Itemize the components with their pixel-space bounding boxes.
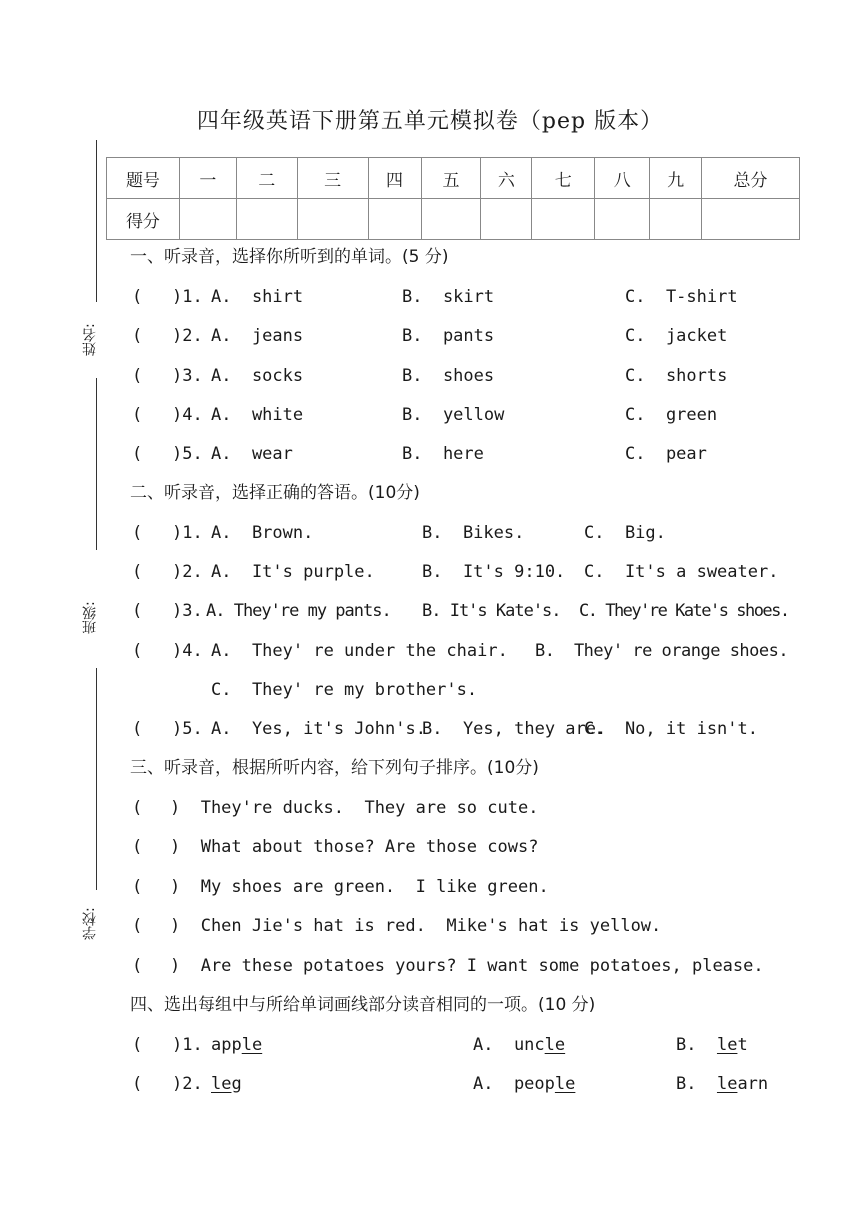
answer-paren[interactable]: ( bbox=[132, 719, 143, 739]
table-cell: 一 bbox=[179, 158, 236, 199]
answer-paren[interactable]: ( bbox=[132, 641, 143, 661]
option-b: B. shoes bbox=[402, 366, 495, 386]
underlined-letters: le bbox=[716, 1074, 738, 1094]
option-a: A. socks bbox=[211, 366, 304, 386]
answer-paren[interactable]: ( bbox=[132, 1035, 143, 1055]
option-b: B. yellow bbox=[402, 405, 505, 425]
option-c: C. Big. bbox=[584, 523, 666, 543]
margin-line bbox=[96, 140, 97, 302]
margin-line bbox=[96, 668, 97, 890]
underlined-letters: le bbox=[716, 1035, 738, 1055]
table-cell: 六 bbox=[481, 158, 532, 199]
option-c: C. T-shirt bbox=[625, 287, 738, 307]
option-c: C. pear bbox=[625, 444, 707, 464]
exam-title: 四年级英语下册第五单元模拟卷（pep 版本） bbox=[196, 109, 664, 134]
answer-paren[interactable]: ( bbox=[132, 366, 143, 386]
option-b: B. It's Kate's. bbox=[422, 601, 561, 621]
score-input-cell[interactable] bbox=[532, 199, 595, 240]
option-b: B. It's 9:10. bbox=[422, 562, 566, 582]
answer-paren[interactable]: ( bbox=[132, 444, 143, 464]
score-input-cell[interactable] bbox=[421, 199, 481, 240]
answer-paren[interactable]: ( bbox=[132, 287, 143, 307]
given-word: apple bbox=[211, 1035, 263, 1055]
option-c: C. They're Kate's shoes. bbox=[579, 601, 789, 621]
answer-paren[interactable]: ( bbox=[132, 798, 143, 818]
question-number: )4. bbox=[172, 405, 203, 425]
score-table-score-row bbox=[107, 199, 800, 240]
given-word: leg bbox=[211, 1074, 242, 1094]
question-number: )4. bbox=[172, 641, 203, 661]
section-1-heading: 一、听录音，选择你所听到的单词。(5 分) bbox=[130, 247, 449, 267]
table-cell: 五 bbox=[421, 158, 481, 199]
option-b: B. They' re orange shoes. bbox=[535, 641, 789, 661]
option-a: A. Brown. bbox=[211, 523, 314, 543]
question-number: )2. bbox=[172, 1074, 203, 1094]
section-2-heading: 二、听录音，选择正确的答语。(10分) bbox=[130, 483, 420, 503]
underlined-letters: le bbox=[211, 1074, 232, 1094]
option-b: B. Bikes. bbox=[422, 523, 525, 543]
option-b: B. skirt bbox=[402, 287, 495, 307]
sentence-text: ) My shoes are green. I like green. bbox=[170, 877, 549, 897]
table-cell: 题号 bbox=[107, 158, 180, 199]
option-a: A. They' re under the chair. bbox=[211, 641, 508, 661]
answer-paren[interactable]: ( bbox=[132, 916, 143, 936]
answer-paren[interactable]: ( bbox=[132, 326, 143, 346]
section-3-heading: 三、听录音，根据所听内容，给下列句子排序。(10分) bbox=[130, 758, 539, 778]
table-cell: 九 bbox=[650, 158, 702, 199]
answer-paren[interactable]: ( bbox=[132, 837, 143, 857]
question-number: )1. bbox=[172, 287, 203, 307]
margin-name-label: 姓名: bbox=[82, 323, 98, 357]
score-input-cell[interactable] bbox=[595, 199, 650, 240]
question-number: )3. bbox=[172, 366, 203, 386]
answer-paren[interactable]: ( bbox=[132, 1074, 143, 1094]
option-b: B. here bbox=[402, 444, 484, 464]
option-c: C. shorts bbox=[625, 366, 728, 386]
option-a: A. They're my pants. bbox=[206, 601, 391, 621]
sentence-text: ) They're ducks. They are so cute. bbox=[170, 798, 539, 818]
option-a: A. wear bbox=[211, 444, 293, 464]
score-input-cell[interactable] bbox=[297, 199, 368, 240]
table-cell: 七 bbox=[532, 158, 595, 199]
option-a: A. white bbox=[211, 405, 304, 425]
score-input-cell[interactable] bbox=[179, 199, 236, 240]
option-a: A. Yes, it's John's. bbox=[211, 719, 426, 739]
question-number: )5. bbox=[172, 444, 203, 464]
section-4-heading: 四、选出每组中与所给单词画线部分读音相同的一项。(10 分) bbox=[130, 995, 596, 1015]
margin-line bbox=[96, 378, 97, 550]
option-c: C. It's a sweater. bbox=[584, 562, 779, 582]
score-input-cell[interactable] bbox=[650, 199, 702, 240]
score-input-cell[interactable] bbox=[368, 199, 421, 240]
answer-paren[interactable]: ( bbox=[132, 956, 143, 976]
margin-class-label: 班级: bbox=[82, 601, 98, 635]
sentence-text: ) Are these potatoes yours? I want some potatoes, please. bbox=[170, 956, 764, 976]
option-b: B. Yes, they are. bbox=[422, 719, 607, 739]
question-number: )1. bbox=[172, 523, 203, 543]
question-number: )5. bbox=[172, 719, 203, 739]
underlined-letters: le bbox=[241, 1035, 263, 1055]
score-table bbox=[106, 157, 800, 240]
option-c: C. They' re my brother's. bbox=[211, 680, 478, 700]
option-b: B. learn bbox=[676, 1074, 769, 1094]
table-cell: 得分 bbox=[107, 199, 180, 240]
sentence-text: ) What about those? Are those cows? bbox=[170, 837, 539, 857]
question-number: )1. bbox=[172, 1035, 203, 1055]
table-cell: 三 bbox=[297, 158, 368, 199]
table-cell: 二 bbox=[236, 158, 297, 199]
score-table-header-row bbox=[107, 158, 800, 199]
table-cell: 四 bbox=[368, 158, 421, 199]
option-c: C. jacket bbox=[625, 326, 728, 346]
question-number: )2. bbox=[172, 326, 203, 346]
question-number: )2. bbox=[172, 562, 203, 582]
question-number: )3. bbox=[172, 601, 203, 621]
answer-paren[interactable]: ( bbox=[132, 523, 143, 543]
answer-paren[interactable]: ( bbox=[132, 405, 143, 425]
option-a: A. uncle bbox=[473, 1035, 566, 1055]
option-a: A. It's purple. bbox=[211, 562, 375, 582]
answer-paren[interactable]: ( bbox=[132, 601, 143, 621]
score-input-cell[interactable] bbox=[236, 199, 297, 240]
option-c: C. green bbox=[625, 405, 718, 425]
underlined-letters: le bbox=[544, 1035, 566, 1055]
table-cell: 总分 bbox=[702, 158, 800, 199]
option-a: A. shirt bbox=[211, 287, 304, 307]
option-a: A. jeans bbox=[211, 326, 304, 346]
score-input-cell[interactable] bbox=[702, 199, 800, 240]
table-cell: 八 bbox=[595, 158, 650, 199]
answer-paren[interactable]: ( bbox=[132, 877, 143, 897]
margin-school-label: 学校: bbox=[82, 907, 98, 941]
option-b: B. pants bbox=[402, 326, 495, 346]
option-a: A. people bbox=[473, 1074, 576, 1094]
option-b: B. let bbox=[676, 1035, 748, 1055]
option-c: C. No, it isn't. bbox=[584, 719, 758, 739]
score-input-cell[interactable] bbox=[481, 199, 532, 240]
sentence-text: ) Chen Jie's hat is red. Mike's hat is yellow. bbox=[170, 916, 662, 936]
answer-paren[interactable]: ( bbox=[132, 562, 143, 582]
underlined-letters: le bbox=[554, 1074, 576, 1094]
